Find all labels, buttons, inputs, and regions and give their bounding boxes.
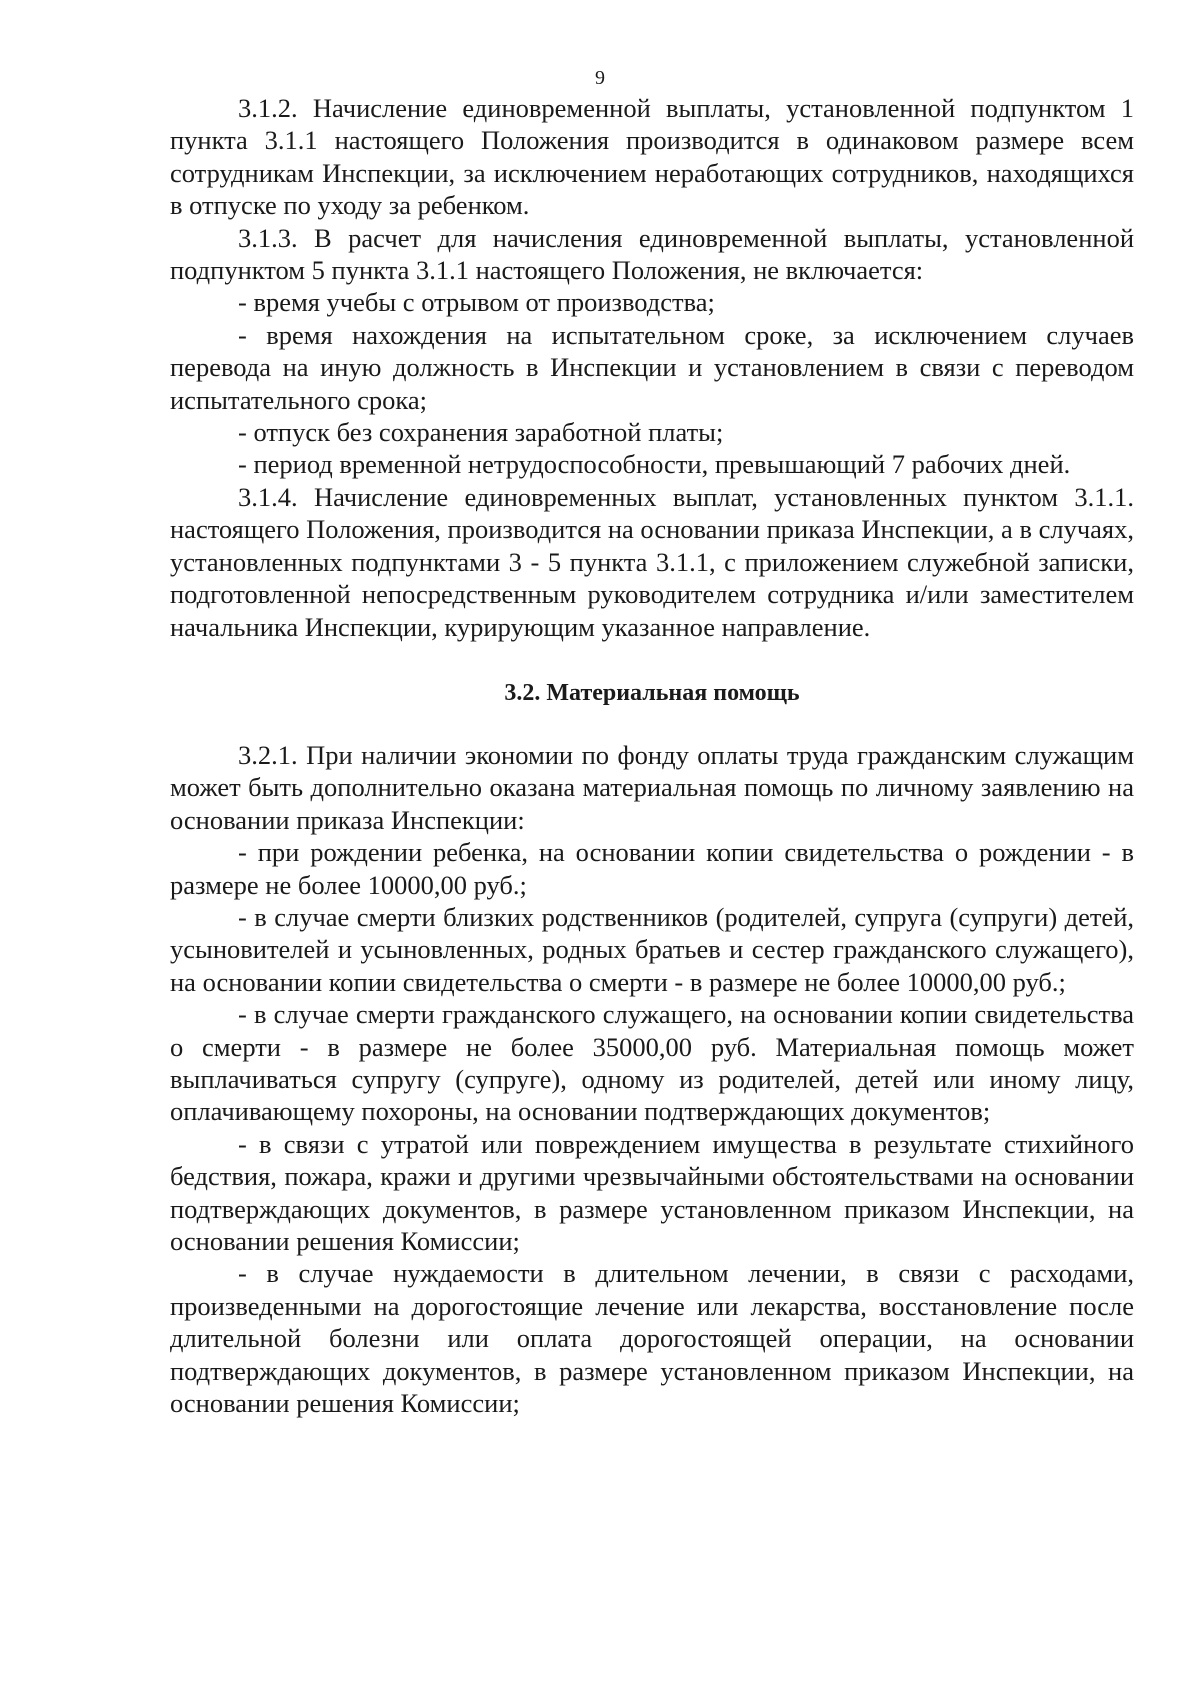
section-heading-text: 3.2. Материальная помощь: [504, 679, 800, 706]
list-item: - в случае нуждаемости в длительном лечении, в связи с расходами, произведенными на дорогостоящие лечение или лекарства, восстановление после длительной болезни или оплата дорогостоящей операции, на основании подтверждающих документов, в размере установленном приказом Инспекции, на основании решения Комиссии;: [170, 1258, 1134, 1419]
list-item: - время учебы с отрывом от производства;: [238, 287, 715, 318]
list-item: - в связи с утратой или повреждением имущества в результате стихийного бедствия, пожара, кражи и другими чрезвычайными обстоятельствами на основании подтверждающих документов, в размере установленном приказом Инспекции, на основании решения Комиссии;: [170, 1128, 1134, 1256]
list-item: - время нахождения на испытательном сроке, за исключением случаев перевода на иную должность в Инспекции и установлением в связи с переводом испытательного срока;: [170, 319, 1134, 415]
page-number: 9: [595, 67, 605, 89]
list-item: - отпуск без сохранения заработной платы;: [238, 417, 724, 448]
paragraph-3-2-1: 3.2.1. При наличии экономии по фонду оплаты труда гражданским служащим может быть дополнительно оказана материальная помощь по личному заявлению на основании приказа Инспекции:: [170, 739, 1134, 835]
list-item: - в случае смерти гражданского служащего, на основании копии свидетельства о смерти - в размере не более 35000,00 руб. Материальная помощь может выплачиваться супругу (супруге), одному из родителей, детей или иному лицу, оплачивающему похороны, на основании подтверждающих документов;: [170, 999, 1134, 1127]
paragraph-3-1-3: 3.1.3. В расчет для начисления единовременной выплаты, установленной подпунктом 5 пункта 3.1.1 настоящего Положения, не включается:: [170, 222, 1134, 286]
list-item: - в случае смерти близких родственников (родителей, супруга (супруги) детей, усыновителей и усыновленных, родных братьев и сестер гражданского служащего), на основании копии свидетельства о смерти - в размере не более 10000,00 руб.;: [170, 901, 1134, 997]
section-heading-3-2: [170, 677, 1134, 709]
document-body: [170, 92, 1134, 1419]
paragraph-3-1-2: 3.1.2. Начисление единовременной выплаты, установленной подпунктом 1 пункта 3.1.1 настоящего Положения производится в одинаковом размере всем сотрудникам Инспекции, за исключением неработающих сотрудников, находящихся в отпуске по уходу за ребенком.: [170, 93, 1134, 221]
list-item: - при рождении ребенка, на основании копии свидетельства о рождении - в размере не более 10000,00 руб.;: [170, 837, 1134, 900]
list-item: - период временной нетрудоспособности, превышающий 7 рабочих дней.: [238, 449, 1071, 480]
paragraph-3-1-4: 3.1.4. Начисление единовременных выплат, установленных пунктом 3.1.1. настоящего Положения, производится на основании приказа Инспекции, а в случаях, установленных подпунктами 3 - 5 пункта 3.1.1, с приложением служебной записки, подготовленной непосредственным руководителем сотрудника и/или заместителем начальника Инспекции, курирующим указанное направление.: [170, 481, 1134, 642]
